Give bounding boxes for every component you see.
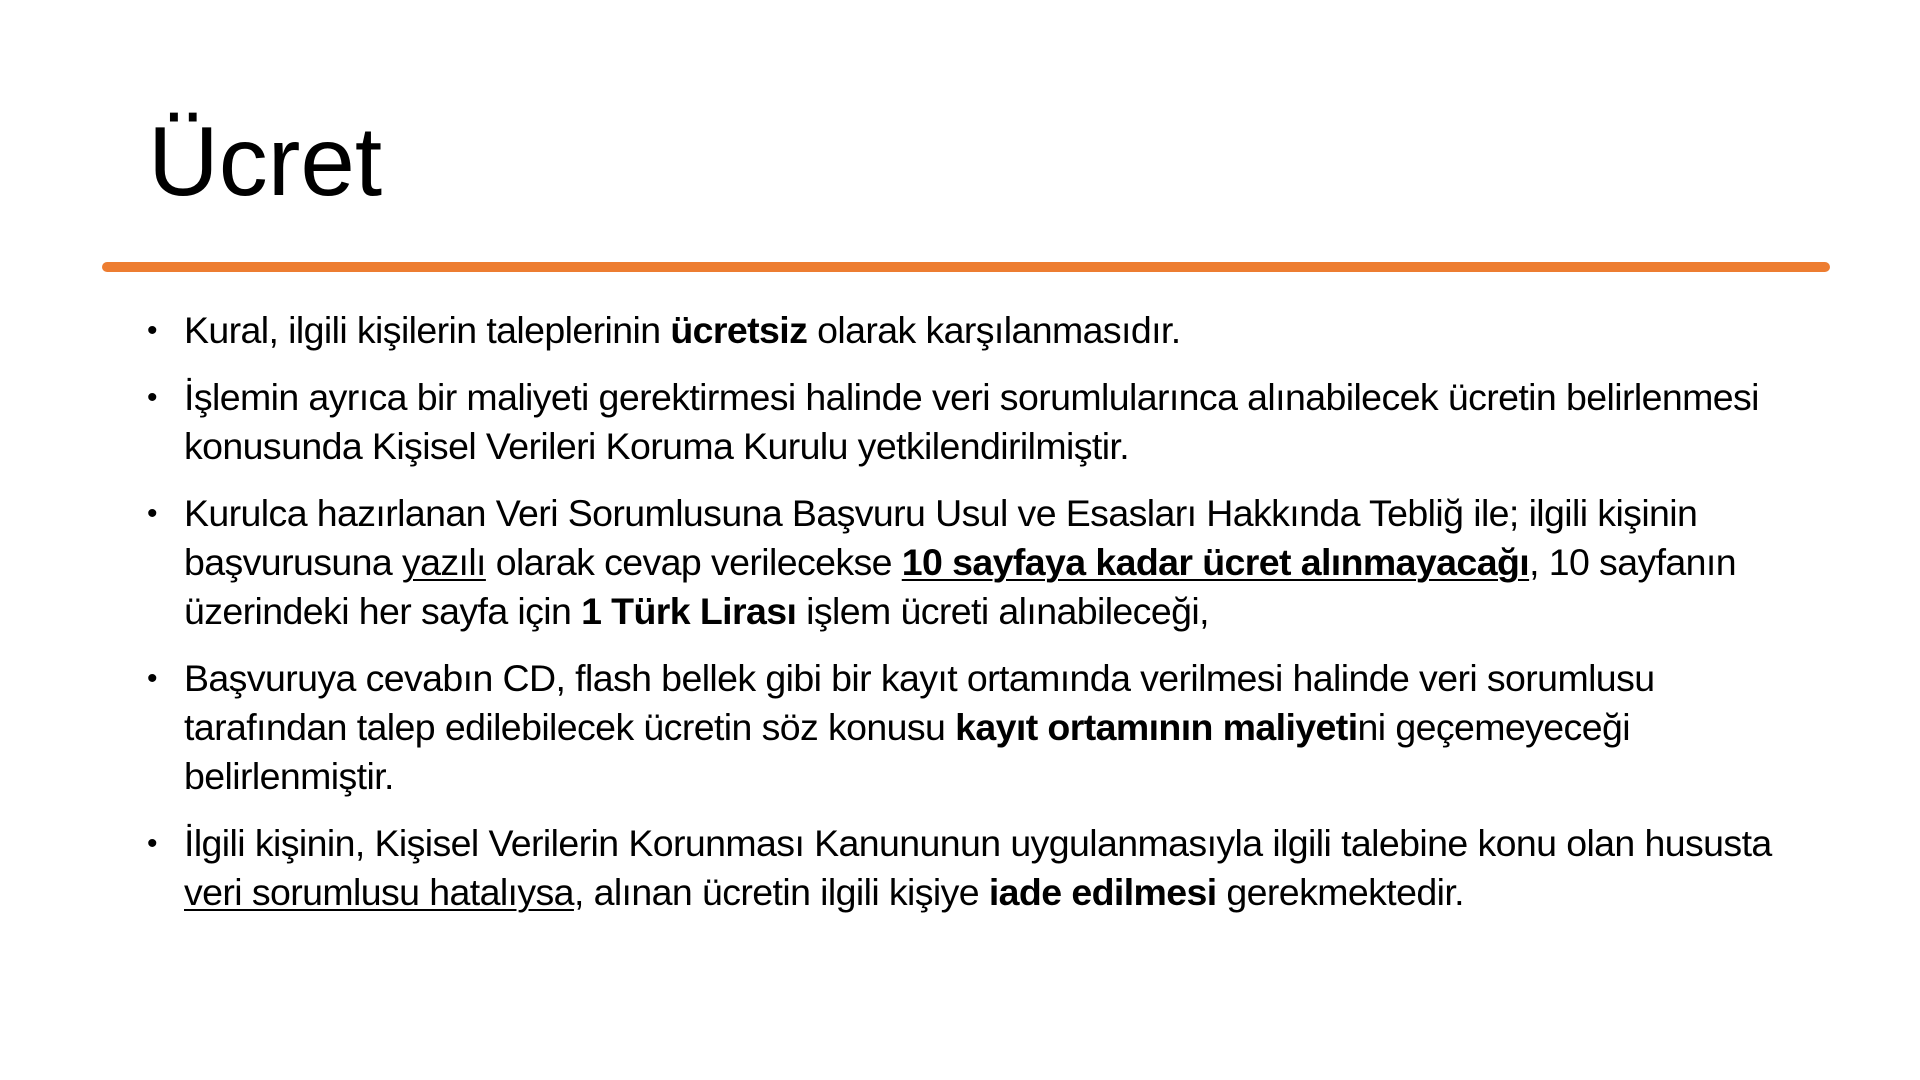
bullet-text-segment: Kural, ilgili kişilerin taleplerinin	[184, 309, 671, 351]
bullet-list	[142, 306, 1802, 935]
bullet-text-segment: kayıt ortamının maliyeti	[955, 706, 1358, 748]
title-divider	[102, 262, 1830, 272]
bullet-text-segment: işlem ücreti alınabileceği,	[796, 590, 1209, 632]
bullet-item	[142, 306, 1802, 355]
bullet-item	[142, 819, 1802, 917]
bullet-text-segment: iade edilmesi	[988, 871, 1217, 913]
bullet-text-segment: veri sorumlusu hatalıysa	[184, 871, 574, 913]
bullet-dot-icon: •	[147, 381, 157, 414]
bullet-dot-icon: •	[147, 827, 157, 860]
bullet-text-segment: olarak karşılanmasıdır.	[807, 309, 1181, 351]
bullet-dot-icon: •	[147, 314, 157, 347]
bullet-item	[142, 373, 1802, 471]
bullet-item	[142, 654, 1802, 801]
bullet-dot-icon: •	[147, 662, 157, 695]
bullet-text-segment: 1 Türk Lirası	[581, 590, 797, 632]
bullet-text-segment: Başvuruya cevabın CD, flash bellek gibi bir kayıt ortamında verilmesi halinde veri sorumlusu tarafından talep edilebilecek ücretin söz konusu	[184, 657, 1655, 748]
bullet-text-segment: , alınan ücretin ilgili kişiye	[573, 871, 989, 913]
bullet-text-segment: olarak cevap verilecekse	[485, 541, 902, 583]
bullet-text-segment: İşlemin ayrıca bir maliyeti gerektirmesi halinde veri sorumlularınca alınabilecek ücretin belirlenmesi konusunda Kişisel Verileri Koruma Kurulu yetkilendirilmiştir.	[184, 376, 1759, 467]
bullet-text-segment: gerekmektedir.	[1216, 871, 1464, 913]
bullet-text-segment: ücretsiz	[670, 309, 808, 351]
bullet-text-segment: yazılı	[401, 541, 486, 583]
bullet-text-segment: Kurulca hazırlanan Veri Sorumlusuna Başvuru Usul ve Esasları Hakkında Tebliğ ile; ilgili kişinin başvurusuna	[184, 492, 1698, 583]
slide-title: Ücret	[148, 106, 383, 216]
bullet-dot-icon: •	[147, 497, 157, 530]
bullet-text-segment: ni geçemeyeceği belirlenmiştir.	[184, 706, 1630, 797]
bullet-item	[142, 489, 1802, 636]
bullet-text-segment: İlgili kişinin, Kişisel Verilerin Korunması Kanununun uygulanmasıyla ilgili talebine konu olan hususta	[184, 822, 1772, 864]
bullet-text-segment: , 10 sayfanın üzerindeki her sayfa için	[184, 541, 1737, 632]
bullet-text-segment: 10 sayfaya kadar ücret alınmayacağı	[901, 541, 1530, 583]
